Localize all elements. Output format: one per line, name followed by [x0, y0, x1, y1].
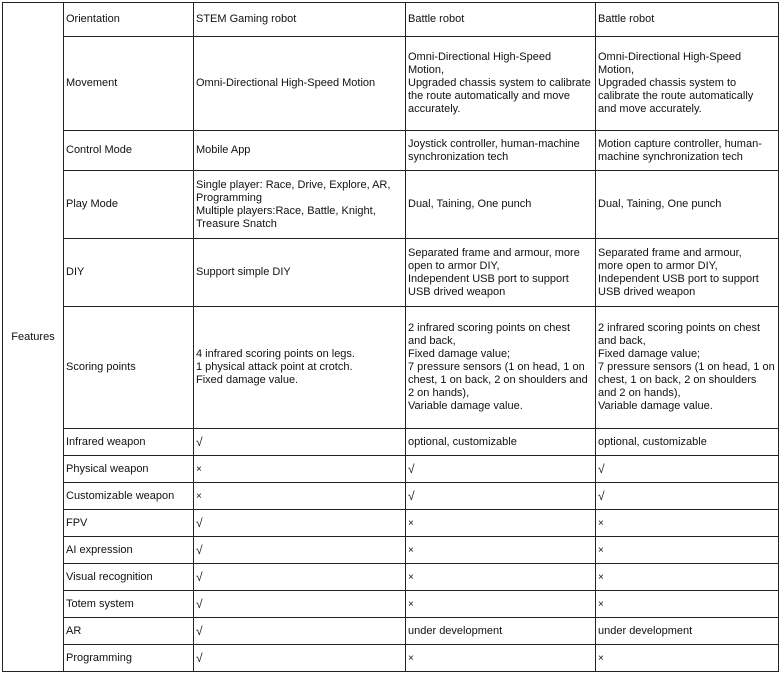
battle-robot-2-cell: ×	[596, 645, 779, 672]
table-row	[3, 645, 779, 672]
battle-robot-2-cell: under development	[596, 618, 779, 645]
battle-robot-2-cell: Battle robot	[596, 3, 779, 37]
table-row	[3, 483, 779, 510]
feature-label: AI expression	[64, 537, 194, 564]
features-table	[2, 2, 779, 672]
feature-label: Orientation	[64, 3, 194, 37]
feature-label: Play Mode	[64, 171, 194, 239]
table-row	[3, 171, 779, 239]
feature-label: Control Mode	[64, 131, 194, 171]
stem-robot-cell: √	[194, 429, 406, 456]
battle-robot-1-cell: √	[406, 456, 596, 483]
table-row	[3, 3, 779, 37]
feature-label: Customizable weapon	[64, 483, 194, 510]
battle-robot-2-cell: √	[596, 456, 779, 483]
battle-robot-1-cell: ×	[406, 537, 596, 564]
battle-robot-2-cell: Omni-Directional High-Speed Motion, Upgraded chassis system to calibrate the route automatically and move accurately.	[596, 37, 779, 131]
feature-label: AR	[64, 618, 194, 645]
battle-robot-2-cell: ×	[596, 591, 779, 618]
stem-robot-cell: Mobile App	[194, 131, 406, 171]
table-row	[3, 510, 779, 537]
battle-robot-2-cell: Separated frame and armour, more open to armor DIY, Independent USB port to support USB drived weapon	[596, 239, 779, 307]
battle-robot-1-cell: optional, customizable	[406, 429, 596, 456]
feature-label: FPV	[64, 510, 194, 537]
stem-robot-cell: √	[194, 510, 406, 537]
feature-label: Visual recognition	[64, 564, 194, 591]
battle-robot-1-cell: Omni-Directional High-Speed Motion, Upgraded chassis system to calibrate the route automatically and move accurately.	[406, 37, 596, 131]
table-row	[3, 564, 779, 591]
feature-label: Physical weapon	[64, 456, 194, 483]
stem-robot-cell: √	[194, 618, 406, 645]
stem-robot-cell: Support simple DIY	[194, 239, 406, 307]
stem-robot-cell: ×	[194, 456, 406, 483]
battle-robot-2-cell: ×	[596, 537, 779, 564]
stem-robot-cell: ×	[194, 483, 406, 510]
battle-robot-1-cell: Separated frame and armour, more open to armor DIY, Independent USB port to support USB drived weapon	[406, 239, 596, 307]
table-row	[3, 307, 779, 429]
feature-label: Scoring points	[64, 307, 194, 429]
group-label: Features	[3, 3, 64, 672]
table-row	[3, 37, 779, 131]
table-row	[3, 618, 779, 645]
table-row	[3, 456, 779, 483]
table-row	[3, 239, 779, 307]
battle-robot-1-cell: √	[406, 483, 596, 510]
battle-robot-2-cell: Motion capture controller, human- machine synchronization tech	[596, 131, 779, 171]
battle-robot-1-cell: under development	[406, 618, 596, 645]
battle-robot-1-cell: ×	[406, 591, 596, 618]
table-row	[3, 537, 779, 564]
battle-robot-2-cell: ×	[596, 510, 779, 537]
table-row	[3, 429, 779, 456]
stem-robot-cell: 4 infrared scoring points on legs. 1 physical attack point at crotch. Fixed damage value.	[194, 307, 406, 429]
battle-robot-2-cell: 2 infrared scoring points on chest and back, Fixed damage value; 7 pressure sensors (1 on head, 1 on chest, 1 on back, 2 on shoulders and 2 on hands), Variable damage value.	[596, 307, 779, 429]
feature-label: Totem system	[64, 591, 194, 618]
stem-robot-cell: √	[194, 645, 406, 672]
battle-robot-1-cell: Dual, Taining, One punch	[406, 171, 596, 239]
battle-robot-2-cell: Dual, Taining, One punch	[596, 171, 779, 239]
stem-robot-cell: √	[194, 537, 406, 564]
battle-robot-1-cell: ×	[406, 510, 596, 537]
battle-robot-1-cell: Joystick controller, human-machine synchronization tech	[406, 131, 596, 171]
table-row	[3, 131, 779, 171]
feature-label: DIY	[64, 239, 194, 307]
feature-label: Programming	[64, 645, 194, 672]
stem-robot-cell: Single player: Race, Drive, Explore, AR, Programming Multiple players:Race, Battle, Knight, Treasure Snatch	[194, 171, 406, 239]
stem-robot-cell: Omni-Directional High-Speed Motion	[194, 37, 406, 131]
feature-label: Infrared weapon	[64, 429, 194, 456]
battle-robot-1-cell: ×	[406, 564, 596, 591]
battle-robot-2-cell: √	[596, 483, 779, 510]
battle-robot-2-cell: ×	[596, 564, 779, 591]
battle-robot-2-cell: optional, customizable	[596, 429, 779, 456]
table-row	[3, 591, 779, 618]
feature-label: Movement	[64, 37, 194, 131]
battle-robot-1-cell: 2 infrared scoring points on chest and back, Fixed damage value; 7 pressure sensors (1 on head, 1 on chest, 1 on back, 2 on shoulders and 2 on hands), Variable damage value.	[406, 307, 596, 429]
battle-robot-1-cell: ×	[406, 645, 596, 672]
stem-robot-cell: √	[194, 591, 406, 618]
stem-robot-cell: √	[194, 564, 406, 591]
battle-robot-1-cell: Battle robot	[406, 3, 596, 37]
stem-robot-cell: STEM Gaming robot	[194, 3, 406, 37]
